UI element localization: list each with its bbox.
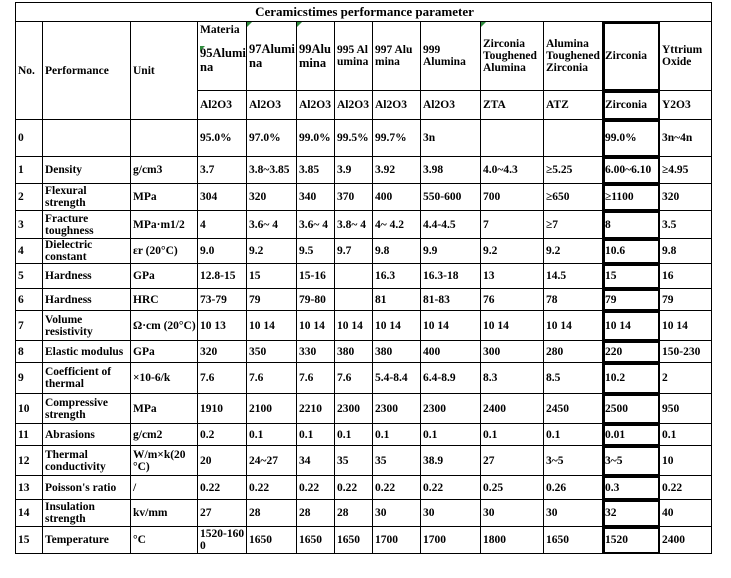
header-material-yttrium[interactable]: Yttrium Oxide [660,22,712,91]
data-rows [16,120,712,554]
unit-cell[interactable]: g/cm2 [131,424,198,446]
row-number-cell[interactable]: 13 [16,476,43,500]
header-material-zirconia[interactable]: Zirconia [603,22,660,91]
value-cell[interactable]: 0.1 [335,424,373,446]
value-cell[interactable]: 3.5 [660,211,712,239]
value-cell[interactable]: 3n [421,120,481,157]
value-cell[interactable]: 34 [297,446,335,476]
value-cell[interactable]: 380 [335,341,373,363]
value-cell[interactable]: 9.2 [481,239,544,264]
value-cell[interactable]: 27 [481,446,544,476]
row-number-cell[interactable]: 2 [16,184,43,211]
value-cell[interactable]: 10 14 [603,311,660,341]
value-cell[interactable]: 79 [603,289,660,311]
value-cell[interactable]: ≥5.25 [544,157,603,184]
unit-cell[interactable]: °C [131,527,198,554]
value-cell[interactable]: 0.22 [335,476,373,500]
value-cell[interactable]: ≥650 [544,184,603,211]
value-cell[interactable]: 38.9 [421,446,481,476]
value-cell[interactable]: 3.8~ 4 [335,211,373,239]
value-cell[interactable]: 1700 [373,527,421,554]
performance-cell[interactable]: Dielectric constant [43,239,131,264]
row-number-cell[interactable]: 11 [16,424,43,446]
value-cell[interactable]: 350 [247,341,297,363]
value-cell[interactable]: 10.2 [603,363,660,394]
table-row [16,500,712,527]
value-cell[interactable]: 10 14 [335,311,373,341]
row-number-cell[interactable]: 0 [16,120,43,157]
formula-cell: ATZ [544,91,603,120]
formula-cell: Al2O3 [297,91,335,120]
value-cell[interactable]: 0.3 [603,476,660,500]
table-row [16,120,712,157]
value-cell[interactable]: 99.5% [335,120,373,157]
performance-cell[interactable]: Compressive strength [43,394,131,424]
performance-cell[interactable]: Poisson's ratio [43,476,131,500]
value-cell[interactable]: 1650 [297,527,335,554]
table-row [16,289,712,311]
value-cell[interactable]: 0.1 [481,424,544,446]
value-cell[interactable]: 79 [247,289,297,311]
unit-cell[interactable]: HRC [131,289,198,311]
value-cell[interactable]: 330 [297,341,335,363]
header-row [16,22,712,91]
unit-cell[interactable]: MPa·m1/2 [131,211,198,239]
unit-cell[interactable] [131,120,198,157]
unit-cell[interactable]: GPa [131,341,198,363]
value-cell[interactable]: 0.22 [373,476,421,500]
table-row [16,239,712,264]
row-number-cell[interactable]: 4 [16,239,43,264]
value-cell[interactable]: 10 14 [421,311,481,341]
performance-cell[interactable] [43,120,131,157]
performance-cell[interactable]: Volume resistivity [43,311,131,341]
value-cell[interactable]: 95.0% [198,120,247,157]
value-cell[interactable]: 3.92 [373,157,421,184]
table-row [16,527,712,554]
value-cell[interactable]: 4.4-4.5 [421,211,481,239]
value-cell[interactable]: 2 [660,363,712,394]
value-cell[interactable]: 300 [481,341,544,363]
formula-cell: ZTA [481,91,544,120]
value-cell[interactable]: 28 [335,500,373,527]
value-cell[interactable]: 3.8~3.85 [247,157,297,184]
value-cell[interactable]: 0.1 [544,424,603,446]
row-number-cell[interactable]: 12 [16,446,43,476]
value-cell[interactable]: 0.1 [297,424,335,446]
table-row [16,184,712,211]
value-cell[interactable]: 320 [247,184,297,211]
value-cell[interactable]: 0.26 [544,476,603,500]
value-cell[interactable]: 10 14 [481,311,544,341]
table-row [16,394,712,424]
value-cell[interactable]: 0.22 [297,476,335,500]
header-unit: Unit [131,22,198,120]
value-cell[interactable]: 13 [481,264,544,289]
value-cell[interactable]: 320 [660,184,712,211]
row-number-cell[interactable]: 6 [16,289,43,311]
value-cell[interactable]: ≥1100 [603,184,660,211]
value-cell[interactable]: 2300 [421,394,481,424]
unit-cell[interactable]: MPa [131,184,198,211]
value-cell[interactable] [544,120,603,157]
value-cell[interactable]: 81-83 [421,289,481,311]
value-cell[interactable]: 76 [481,289,544,311]
value-cell[interactable]: 2450 [544,394,603,424]
value-cell[interactable]: 20 [198,446,247,476]
value-cell[interactable]: 1650 [544,527,603,554]
value-cell[interactable]: 35 [335,446,373,476]
value-cell[interactable]: 30 [373,500,421,527]
value-cell[interactable]: 78 [544,289,603,311]
value-cell[interactable]: 16 [660,264,712,289]
value-cell[interactable]: 10 14 [297,311,335,341]
value-cell[interactable]: 8.5 [544,363,603,394]
value-cell[interactable]: 8.3 [481,363,544,394]
table-row [16,311,712,341]
value-cell[interactable]: 340 [297,184,335,211]
table-row [16,211,712,239]
formula-cell: Y2O3 [660,91,712,120]
row-number-cell[interactable]: 15 [16,527,43,554]
table-row [16,446,712,476]
value-cell[interactable]: 2210 [297,394,335,424]
value-cell[interactable]: 370 [335,184,373,211]
value-cell[interactable]: 99.0% [297,120,335,157]
formula-cell: Al2O3 [198,91,247,120]
value-cell[interactable]: 1700 [421,527,481,554]
unit-cell[interactable]: εr (20°C) [131,239,198,264]
header-material-995[interactable]: 995 Alumina [335,22,373,91]
value-cell[interactable]: 7.6 [297,363,335,394]
value-cell[interactable]: 12.8-15 [198,264,247,289]
value-cell[interactable]: 400 [373,184,421,211]
value-cell[interactable]: 550-600 [421,184,481,211]
title-row [16,3,712,22]
value-cell[interactable]: 9.2 [544,239,603,264]
row-number-cell[interactable]: 9 [16,363,43,394]
performance-cell[interactable]: Coefficient of thermal [43,363,131,394]
value-cell[interactable]: 99.7% [373,120,421,157]
value-cell[interactable]: 30 [481,500,544,527]
value-cell[interactable]: 5.4-8.4 [373,363,421,394]
value-cell[interactable]: 0.22 [660,476,712,500]
value-cell[interactable]: 4 [198,211,247,239]
header-material-atz[interactable]: Alumina Toughened Zirconia [544,22,603,91]
value-cell[interactable]: 7.6 [247,363,297,394]
value-cell[interactable]: 32 [603,500,660,527]
value-cell[interactable]: 3.9 [335,157,373,184]
value-cell[interactable]: 10 [660,446,712,476]
value-cell[interactable]: 15 [247,264,297,289]
material-name: 95Alumina [200,46,246,74]
unit-cell[interactable]: GPa [131,264,198,289]
header-material-zta[interactable]: Zirconia Toughened Alumina [481,22,544,91]
value-cell[interactable]: 700 [481,184,544,211]
formula-cell: Al2O3 [373,91,421,120]
unit-cell[interactable]: Ω·cm (20°C) [131,311,198,341]
value-cell[interactable]: 15-16 [297,264,335,289]
value-cell[interactable]: 79 [660,289,712,311]
unit-cell[interactable]: MPa [131,394,198,424]
performance-cell[interactable]: Flexural strength [43,184,131,211]
value-cell[interactable]: 97.0% [247,120,297,157]
header-performance: Performance [43,22,131,120]
value-cell[interactable]: 10 14 [660,311,712,341]
value-cell[interactable]: 1910 [198,394,247,424]
value-cell[interactable]: 3.6~ 4 [297,211,335,239]
value-cell[interactable]: 0.25 [481,476,544,500]
value-cell[interactable]: 24~27 [247,446,297,476]
value-cell[interactable]: 1520-1600 [198,527,247,554]
value-cell[interactable]: 0.22 [421,476,481,500]
value-cell[interactable]: 7.6 [335,363,373,394]
value-cell[interactable]: 304 [198,184,247,211]
row-number-cell[interactable]: 10 [16,394,43,424]
performance-cell[interactable]: Insulation strength [43,500,131,527]
header-material-997[interactable]: 997 Alumina [373,22,421,91]
value-cell[interactable]: 2100 [247,394,297,424]
value-cell[interactable]: 3.85 [297,157,335,184]
value-cell[interactable]: 15 [603,264,660,289]
value-cell[interactable]: 3.98 [421,157,481,184]
header-material-97[interactable]: 97Alumina [247,22,297,91]
value-cell[interactable]: 0.01 [603,424,660,446]
value-cell[interactable]: 0.22 [247,476,297,500]
value-cell[interactable]: 220 [603,341,660,363]
value-cell[interactable]: 6.4-8.9 [421,363,481,394]
value-cell[interactable]: 0.22 [198,476,247,500]
performance-cell[interactable]: Fracture toughness [43,211,131,239]
value-cell[interactable]: 6.00~6.10 [603,157,660,184]
performance-cell[interactable]: Abrasions [43,424,131,446]
value-cell[interactable]: 0.1 [373,424,421,446]
formula-cell: Al2O3 [421,91,481,120]
spreadsheet [15,2,712,554]
value-cell[interactable]: 9.0 [198,239,247,264]
table-row [16,424,712,446]
value-cell[interactable]: ≥4.95 [660,157,712,184]
value-cell[interactable]: 16.3-18 [421,264,481,289]
unit-cell[interactable]: W/m×k(20 °C) [131,446,198,476]
performance-cell[interactable]: Hardness [43,289,131,311]
row-number-cell[interactable]: 5 [16,264,43,289]
value-cell[interactable]: 10 14 [247,311,297,341]
value-cell[interactable]: 3.6~ 4 [247,211,297,239]
value-cell[interactable]: 2400 [660,527,712,554]
value-cell[interactable]: 16.3 [373,264,421,289]
value-cell[interactable]: 3n~4n [660,120,712,157]
value-cell[interactable]: 950 [660,394,712,424]
value-cell[interactable]: 14.5 [544,264,603,289]
value-cell[interactable]: 3.7 [198,157,247,184]
performance-cell[interactable]: Density [43,157,131,184]
value-cell[interactable]: 1520 [603,527,660,554]
value-cell[interactable]: 1650 [335,527,373,554]
value-cell[interactable] [335,289,373,311]
value-cell[interactable] [481,120,544,157]
value-cell[interactable]: 27 [198,500,247,527]
value-cell[interactable]: 7.6 [198,363,247,394]
value-cell[interactable]: 28 [297,500,335,527]
unit-cell[interactable]: kv/mm [131,500,198,527]
value-cell[interactable]: 3~5 [544,446,603,476]
value-cell[interactable]: 30 [544,500,603,527]
formula-cell: Al2O3 [335,91,373,120]
value-cell[interactable]: 10 14 [373,311,421,341]
header-material-999[interactable]: 999 Alumina [421,22,481,91]
unit-cell[interactable]: ×10-6/k [131,363,198,394]
value-cell[interactable]: 10 14 [544,311,603,341]
value-cell[interactable]: 4.0~4.3 [481,157,544,184]
value-cell[interactable]: 79-80 [297,289,335,311]
value-cell[interactable]: ≥7 [544,211,603,239]
value-cell[interactable]: 9.8 [373,239,421,264]
value-cell[interactable]: 8 [603,211,660,239]
value-cell[interactable]: 81 [373,289,421,311]
value-cell[interactable]: 2300 [335,394,373,424]
material-label: Materia [200,24,240,36]
value-cell[interactable]: 73-79 [198,289,247,311]
header-material-95[interactable] [198,22,247,91]
value-cell[interactable]: 0.2 [198,424,247,446]
value-cell[interactable]: 2300 [373,394,421,424]
value-cell[interactable]: 0.1 [247,424,297,446]
value-cell[interactable]: 99.0% [603,120,660,157]
value-cell[interactable]: 40 [660,500,712,527]
value-cell[interactable]: 9.9 [421,239,481,264]
table-row [16,341,712,363]
table-row [16,363,712,394]
value-cell[interactable]: 150-230 [660,341,712,363]
value-cell[interactable]: 10.6 [603,239,660,264]
value-cell[interactable]: 30 [421,500,481,527]
header-no: No. [16,22,43,120]
table-title: Ceramicstimes performance parameter [16,3,712,22]
value-cell[interactable]: 9.7 [335,239,373,264]
value-cell[interactable]: 1650 [247,527,297,554]
value-cell[interactable]: 28 [247,500,297,527]
value-cell[interactable]: 320 [198,341,247,363]
value-cell[interactable]: 2500 [603,394,660,424]
table-row [16,157,712,184]
value-cell[interactable]: 7 [481,211,544,239]
performance-cell[interactable]: Thermal conductivity [43,446,131,476]
value-cell[interactable] [335,264,373,289]
value-cell[interactable]: 9.8 [660,239,712,264]
parameter-table [15,2,712,554]
value-cell[interactable]: 10 13 [198,311,247,341]
performance-cell[interactable]: Elastic modulus [43,341,131,363]
table-row [16,264,712,289]
row-number-cell[interactable]: 8 [16,341,43,363]
value-cell[interactable]: 4~ 4.2 [373,211,421,239]
value-cell[interactable]: 9.2 [247,239,297,264]
row-number-cell[interactable]: 3 [16,211,43,239]
value-cell[interactable]: 0.1 [421,424,481,446]
value-cell[interactable]: 3~5 [603,446,660,476]
formula-cell: Al2O3 [247,91,297,120]
value-cell[interactable]: 1800 [481,527,544,554]
unit-cell[interactable]: g/cm3 [131,157,198,184]
row-number-cell[interactable]: 14 [16,500,43,527]
value-cell[interactable]: 9.5 [297,239,335,264]
performance-cell[interactable]: Temperature [43,527,131,554]
value-cell[interactable]: 400 [421,341,481,363]
formula-cell: Zirconia [603,91,660,120]
value-cell[interactable]: 35 [373,446,421,476]
row-number-cell[interactable]: 1 [16,157,43,184]
value-cell[interactable]: 280 [544,341,603,363]
table-row [16,476,712,500]
value-cell[interactable]: 0.1 [660,424,712,446]
unit-cell[interactable]: / [131,476,198,500]
performance-cell[interactable]: Hardness [43,264,131,289]
header-material-99[interactable]: 99Alumina [297,22,335,91]
value-cell[interactable]: 2400 [481,394,544,424]
value-cell[interactable]: 380 [373,341,421,363]
row-number-cell[interactable]: 7 [16,311,43,341]
